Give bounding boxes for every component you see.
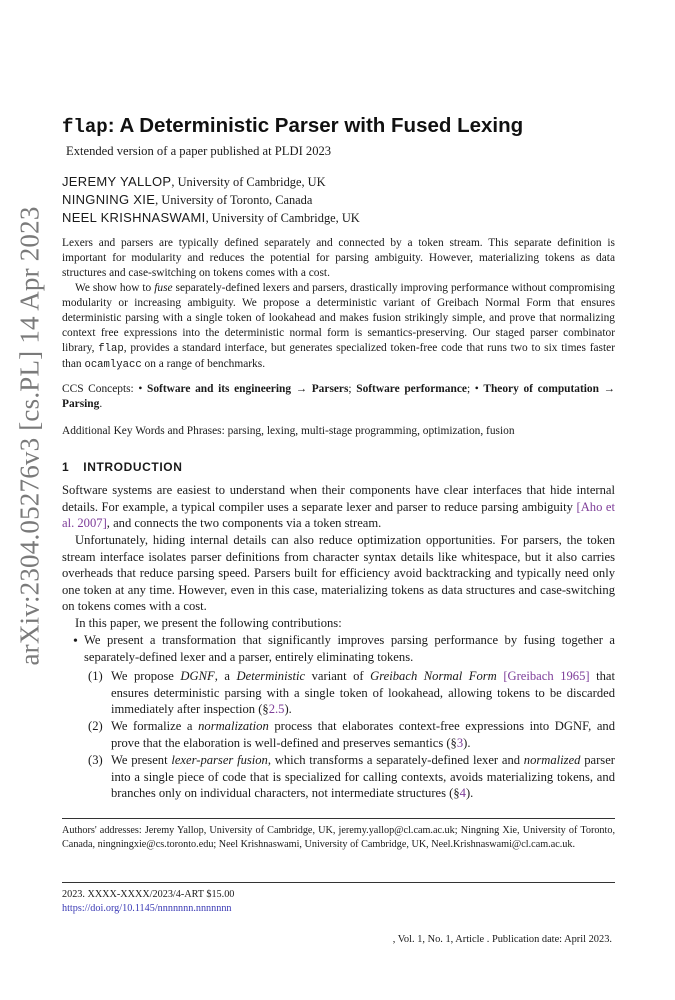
ccs-concept: Theory of computation → Parsing xyxy=(62,383,615,411)
list-item-number: (3) xyxy=(88,753,103,767)
code-flap: flap xyxy=(98,343,124,356)
text-run: separately-defined lexers and parsers, drastically improving performance without compromising modularity or increasing ambiguity. We propose a deterministic variant of Greibach Normal Form that ensures deterministic parsing with a single token of lookahead and makes fusion strikingly simple, and prove that normalizing context free expressions into the deterministic normal form is semantics-preserving. Our staged parser combinator library, xyxy=(62,282,615,355)
copyright-line: 2023. XXXX-XXXX/2023/4-ART $15.00 xyxy=(62,889,235,900)
author-affiliation: , University of Cambridge, UK xyxy=(171,175,326,189)
list-item xyxy=(111,718,615,751)
text-run: We present xyxy=(111,753,172,767)
intro-paragraph-2: Unfortunately, hiding internal details can also reduce optimization opportunities. For parsers, the token stream interface isolates parser definitions from character syntax details like whitespace, but it also carries overheads that reduce parsing speed. Parsers built for efficiency avoid backtracking and typically need only one token at any time. However, even in this case, materializing tokens as data structures and case-switching on tokens comes with a cost. xyxy=(62,533,615,614)
text-run: , provides a standard interface, but generates specialized token-free code that runs two to six times faster than xyxy=(62,342,616,371)
author-affiliation: , University of Cambridge, UK xyxy=(205,211,360,225)
text-run: that ensures deterministic parsing with a single token of lookahead, allowing tokens to be discarded immediately after inspection (§ xyxy=(111,669,615,717)
ccs-concepts xyxy=(62,382,615,412)
emphasis: lexer-parser fusion xyxy=(171,753,268,767)
author-line xyxy=(62,174,326,190)
text-run: , a xyxy=(214,669,237,683)
citation-link[interactable]: [Aho et al. 2007] xyxy=(62,499,615,531)
contribution-bullet: We present a transformation that significantly improves parsing performance by fusing together a separately-defined lexer and a parser, entirely eliminating tokens. xyxy=(84,633,615,664)
text-run: We show how to xyxy=(75,282,155,294)
title-system-name: flap xyxy=(62,116,108,138)
text-run: variant of xyxy=(305,669,371,683)
list-item xyxy=(111,668,615,718)
list-item xyxy=(111,752,615,802)
text-run: We formalize a xyxy=(111,719,199,733)
text-run: process that elaborates context-free expressions into DGNF, and prove that the elaboration is well-defined and preserves semantics (§ xyxy=(111,719,616,750)
section-number: 1 xyxy=(62,460,70,474)
emphasis: normalized xyxy=(523,753,581,767)
author-line xyxy=(62,192,312,208)
doi-text[interactable]: https://doi.org/10.1145/nnnnnnn.nnnnnnn xyxy=(62,903,232,914)
keywords: Additional Key Words and Phrases: parsing, lexing, multi-stage programming, optimization, fusion xyxy=(62,425,515,437)
text-run: , which transforms a separately-defined lexer and xyxy=(267,753,524,767)
emphasis: DGNF xyxy=(180,669,215,683)
text-run: ). xyxy=(463,735,471,750)
footnote-divider xyxy=(62,818,615,819)
intro-paragraph-1 xyxy=(62,482,615,532)
author-name: JEREMY YALLOP xyxy=(62,174,172,189)
emphasis: Greibach Normal Form xyxy=(370,669,497,683)
text-run: We propose xyxy=(111,669,181,683)
author-line xyxy=(62,210,360,226)
separator: . xyxy=(99,398,103,411)
author-addresses: Authors' addresses: Jeremy Yallop, University of Cambridge, UK, jeremy.yallop@cl.cam.ac.uk; Ningning Xie, University of Toronto, Canada, ningningxie@cs.toronto.edu; Neel Krishnaswami, University of Cambridge, UK, Neel.Krishnaswami@cl.cam.ac.uk. xyxy=(62,825,615,850)
arxiv-stamp-text: arXiv:2304.05276v3 [cs.PL] 14 Apr 2023 xyxy=(14,206,45,666)
emphasis: normalization xyxy=(198,719,269,733)
ccs-label: CCS Concepts: • xyxy=(62,383,147,395)
abstract-paragraph-2 xyxy=(62,281,615,374)
code-ocamlyacc: ocamlyacc xyxy=(84,359,142,372)
ccs-concept: Software and its engineering → Parsers xyxy=(147,383,349,395)
publication-footer: , Vol. 1, No. 1, Article . Publication date: April 2023. xyxy=(392,934,612,945)
section-ref-link[interactable]: 3 xyxy=(456,735,464,750)
section-ref-link[interactable]: 2.5 xyxy=(268,702,285,717)
text-run: , and connects the two components via a token stream. xyxy=(106,516,382,531)
doi-link[interactable] xyxy=(62,902,615,916)
text-run: parser into a single piece of code that is specialized for calling contexts, avoids materializing tokens, and branches only on individual characters, not intermediate structures (§ xyxy=(111,753,615,801)
intro-paragraph-3: In this paper, we present the following contributions: xyxy=(75,616,342,630)
arxiv-stamp xyxy=(10,196,50,676)
copyright-divider xyxy=(62,882,615,883)
text-run: ). xyxy=(284,702,292,717)
paper-subtitle: Extended version of a paper published at PLDI 2023 xyxy=(66,144,332,158)
title-rest: : A Deterministic Parser with Fused Lexing xyxy=(107,114,524,137)
author-name: NEEL KRISHNASWAMI xyxy=(62,210,206,225)
abstract-paragraph-1: Lexers and parsers are typically defined separately and connected by a token stream. This separate definition is important for modularity and reduces the potential for parsing ambiguity. However, materializing tokens as data structures and case-switching on tokens comes with a cost. xyxy=(62,237,615,280)
text-run: ). xyxy=(465,786,474,801)
text-run: on a range of benchmarks. xyxy=(141,358,266,371)
list-item-number: (1) xyxy=(88,669,103,683)
citation-link[interactable]: [Greibach 1965] xyxy=(503,669,590,683)
bullet-icon: • xyxy=(73,634,78,649)
section-title: INTRODUCTION xyxy=(83,460,183,474)
section-heading xyxy=(62,460,182,474)
emphasis: fuse xyxy=(154,282,173,294)
list-item-number: (2) xyxy=(88,719,103,733)
author-affiliation: , University of Toronto, Canada xyxy=(155,193,313,207)
section-ref-link[interactable]: 4 xyxy=(459,786,466,801)
author-name: NINGNING XIE xyxy=(62,192,156,207)
paper-title xyxy=(62,114,523,138)
separator: ; • xyxy=(466,383,484,395)
ccs-concept: Software performance xyxy=(356,383,467,395)
emphasis: Deterministic xyxy=(236,669,306,683)
separator: ; xyxy=(348,383,357,395)
text-run: Software systems are easiest to understand when their components have clear interfaces that hide internal details. For example, a typical compiler uses a separate lexer and parser to reduce parsing ambiguity xyxy=(62,483,615,514)
